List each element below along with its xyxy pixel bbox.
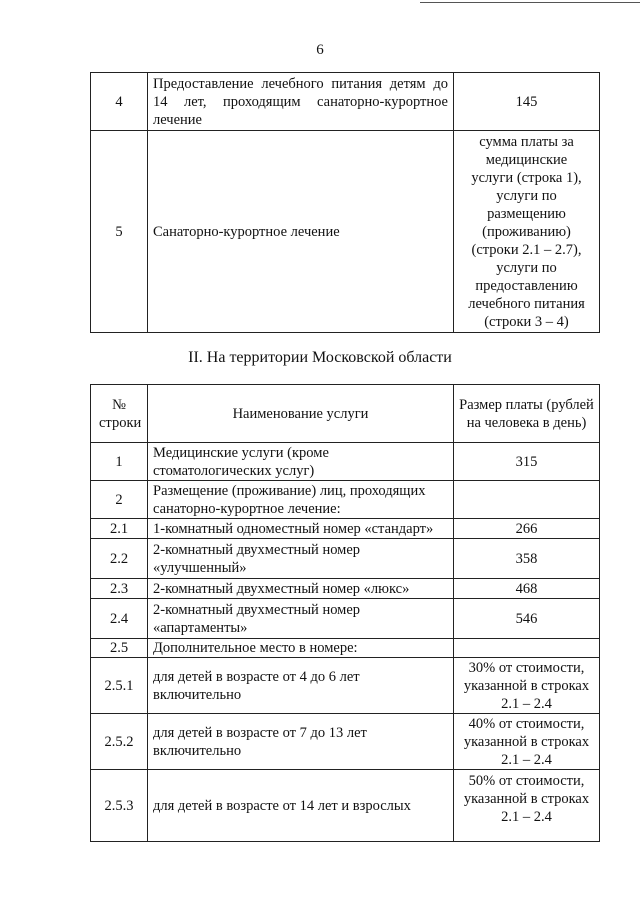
service-price: сумма платы за медицинские услуги (строка 1), услуги по размещению (проживанию) (строки 2.1 – 2.7), услуги по предоставлению лечебного питания (строки 3 – 4)	[454, 131, 600, 333]
service-name: Санаторно-курортное лечение	[148, 131, 454, 333]
service-name: Предоставление лечебного питания детям до 14 лет, проходящим санаторно-курортное лечение	[148, 73, 454, 131]
table-row	[91, 658, 600, 714]
tariff-table-continued	[90, 72, 600, 333]
table-row	[91, 714, 600, 770]
service-price: 315	[454, 443, 600, 481]
service-price: 546	[454, 599, 600, 639]
row-number: 2.5.1	[91, 658, 148, 714]
section-title: II. На территории Московской области	[188, 349, 452, 366]
row-number: 2.2	[91, 539, 148, 579]
row-number: 2.4	[91, 599, 148, 639]
tariff-table-moscow-region	[90, 384, 600, 842]
service-price	[454, 481, 600, 519]
table-row	[91, 481, 600, 519]
service-name: 1-комнатный одноместный номер «стандарт»	[148, 519, 454, 539]
row-number: 2.3	[91, 579, 148, 599]
table-row	[91, 443, 600, 481]
row-number: 2.5.3	[91, 770, 148, 842]
row-number: 2.5	[91, 639, 148, 658]
column-header-number: № строки	[91, 385, 148, 443]
table-header-row	[91, 385, 600, 443]
table-row	[91, 73, 600, 131]
service-name: Медицинские услуги (кроме стоматологических услуг)	[148, 443, 454, 481]
service-price: 468	[454, 579, 600, 599]
service-price: 40% от стоимости, указанной в строках 2.1 – 2.4	[454, 714, 600, 770]
service-name: Размещение (проживание) лиц, проходящих санаторно-курортное лечение:	[148, 481, 454, 519]
service-name: для детей в возрасте от 7 до 13 лет включительно	[148, 714, 454, 770]
service-price: 145	[454, 73, 600, 131]
page-number: 6	[316, 42, 324, 58]
column-header-price: Размер платы (рублей на человека в день)	[454, 385, 600, 443]
service-name: Дополнительное место в номере:	[148, 639, 454, 658]
table-row	[91, 519, 600, 539]
table-row	[91, 131, 600, 333]
service-name: 2-комнатный двухместный номер «люкс»	[148, 579, 454, 599]
row-number: 5	[91, 131, 148, 333]
row-number: 2.1	[91, 519, 148, 539]
row-number: 2.5.2	[91, 714, 148, 770]
row-number: 2	[91, 481, 148, 519]
row-number: 4	[91, 73, 148, 131]
service-price: 266	[454, 519, 600, 539]
service-price: 30% от стоимости, указанной в строках 2.1 – 2.4	[454, 658, 600, 714]
table-row	[91, 770, 600, 842]
service-price: 50% от стоимости, указанной в строках 2.1 – 2.4	[454, 770, 600, 842]
table-row	[91, 579, 600, 599]
row-number: 1	[91, 443, 148, 481]
table-row	[91, 539, 600, 579]
service-name: 2-комнатный двухместный номер «апартаменты»	[148, 599, 454, 639]
service-price	[454, 639, 600, 658]
service-name: 2-комнатный двухместный номер «улучшенный»	[148, 539, 454, 579]
service-name: для детей в возрасте от 14 лет и взрослых	[148, 770, 454, 842]
service-name: для детей в возрасте от 4 до 6 лет включительно	[148, 658, 454, 714]
column-header-service: Наименование услуги	[148, 385, 454, 443]
table-row	[91, 599, 600, 639]
service-price: 358	[454, 539, 600, 579]
top-edge-line	[420, 2, 640, 3]
table-row	[91, 639, 600, 658]
